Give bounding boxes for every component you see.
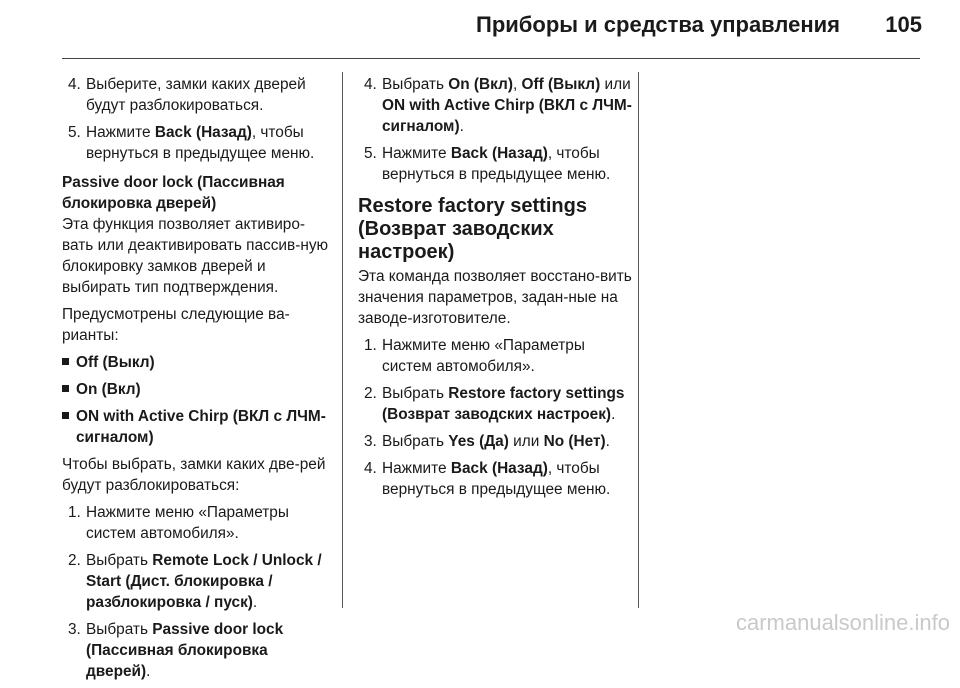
paragraph: Эта функция позволяет активиро-вать или деактивировать пассив-ную блокировку замков дверей и выбирать тип подтверждения. [62, 216, 329, 296]
list-text: Нажмите [86, 124, 155, 141]
menu-term: Back (Назад) [450, 460, 548, 477]
bullet-list [62, 352, 334, 448]
menu-term: Off (Выкл) [521, 76, 601, 93]
list-item [358, 383, 632, 425]
menu-term: On (Вкл) [448, 76, 513, 93]
numbered-list-top [358, 74, 632, 185]
menu-term: ON with Active Chirp (ВКЛ с ЛЧМ-сигналом) [382, 97, 632, 135]
list-number: 4. [364, 460, 377, 477]
text-column-1 [62, 74, 334, 688]
list-number: 4. [364, 76, 377, 93]
menu-term: No (Нет) [543, 433, 606, 450]
page-number: 105 [885, 12, 922, 37]
list-text: . [605, 433, 610, 450]
text-column-2 [358, 74, 632, 506]
numbered-list-steps [358, 335, 632, 500]
list-number: 1. [68, 504, 81, 521]
list-number: 4. [68, 76, 81, 93]
list-text: или [600, 76, 631, 93]
list-item [358, 143, 632, 185]
list-number: 3. [68, 621, 81, 638]
numbered-list-steps [62, 502, 334, 682]
list-item [62, 122, 334, 164]
numbered-list-top [62, 74, 334, 164]
paragraph: Эта команда позволяет восстано-вить значения параметров, задан-ные на заводе-изготовителе. [358, 268, 632, 327]
paragraph: Предусмотрены следующие ва-рианты: [62, 306, 290, 344]
square-bullet-icon [62, 412, 69, 419]
list-text: , чтобы вернуться в предыдущее меню. [382, 145, 611, 183]
list-text: Выбрать [382, 76, 449, 93]
list-number: 5. [68, 124, 81, 141]
list-text: , чтобы вернуться в предыдущее меню. [86, 124, 315, 162]
list-item [62, 502, 334, 544]
list-text: Выбрать [382, 385, 449, 402]
list-text: Выбрать [86, 621, 153, 638]
list-text: Выбрать [382, 433, 449, 450]
menu-term: Remote Lock / Unlock / Start (Дист. блокировка / разблокировка / пуск) [86, 552, 322, 611]
list-text: , [512, 76, 522, 93]
menu-term: Back (Назад) [450, 145, 548, 162]
header-divider [62, 58, 920, 59]
square-bullet-icon [62, 358, 69, 365]
bullet-item [62, 352, 334, 373]
list-item [358, 335, 632, 377]
menu-term: Restore factory settings (Возврат заводских настроек) [382, 385, 625, 423]
list-text: или [508, 433, 544, 450]
column-divider-right [638, 72, 639, 608]
list-item [62, 619, 334, 682]
list-text: . [611, 406, 616, 423]
list-number: 2. [364, 385, 377, 402]
list-text: , чтобы вернуться в предыдущее меню. [382, 460, 611, 498]
bullet-text: On (Вкл) [76, 381, 141, 398]
list-number: 3. [364, 433, 377, 450]
list-number: 1. [364, 337, 377, 354]
square-bullet-icon [62, 385, 69, 392]
list-text: Нажмите меню «Параметры систем автомобиля». [86, 504, 289, 542]
list-text: Выберите, замки каких дверей будут разблокироваться. [86, 76, 306, 114]
list-text: . [146, 663, 151, 680]
list-text: Нажмите [382, 460, 451, 477]
list-text: . [252, 594, 258, 611]
list-text: Нажмите [382, 145, 451, 162]
bullet-item [62, 406, 334, 448]
bullet-item [62, 379, 334, 400]
list-item [358, 431, 632, 452]
list-item [358, 458, 632, 500]
paragraph: Чтобы выбрать, замки каких две-рей будут разблокироваться: [62, 456, 326, 494]
list-item [358, 74, 632, 137]
list-text: Нажмите меню «Параметры систем автомобиля». [382, 337, 585, 375]
list-text: Выбрать [86, 552, 153, 569]
column-divider-left [342, 72, 343, 608]
list-text: . [459, 118, 464, 135]
bullet-text: ON with Active Chirp (ВКЛ с ЛЧМ-сигналом) [76, 408, 326, 446]
list-number: 2. [68, 552, 81, 569]
menu-term: Back (Назад) [154, 124, 252, 141]
section-heading-restore: Restore factory settings (Возврат заводских настроек) [358, 195, 587, 263]
menu-term: Yes (Да) [448, 433, 509, 450]
bullet-text: Off (Выкл) [76, 354, 155, 371]
list-number: 5. [364, 145, 377, 162]
watermark: carmanualsonline.info [735, 610, 950, 635]
list-item [62, 550, 334, 613]
menu-term: Passive door lock (Пассивная блокировка дверей) [86, 621, 284, 680]
page-header-title: Приборы и средства управления [476, 12, 840, 37]
section-heading-passive-lock: Passive door lock (Пассивная блокировка дверей) [62, 174, 285, 212]
list-item [62, 74, 334, 116]
